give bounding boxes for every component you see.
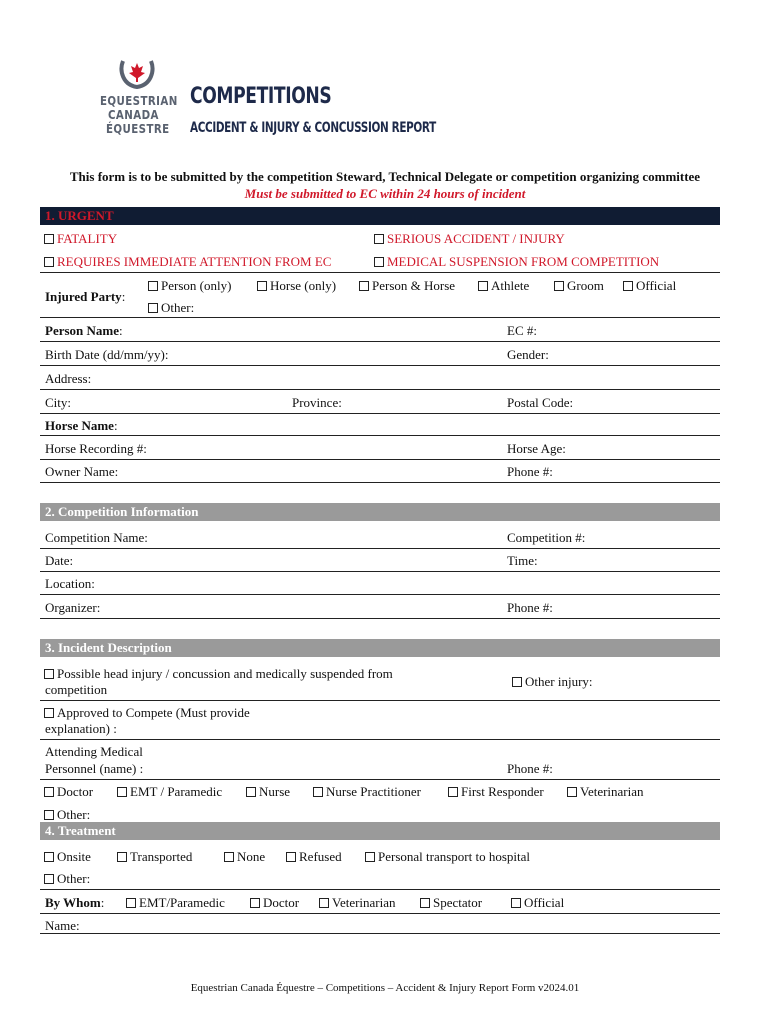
- checkbox-icon: [359, 281, 369, 291]
- divider: [40, 365, 720, 366]
- logo-text-line1: EQUESTRIAN: [100, 93, 178, 108]
- section-3-title: 3. Incident Description: [45, 640, 172, 655]
- intro-text: This form is to be submitted by the competition Steward, Technical Delegate or competition organizing committee: [69, 169, 701, 184]
- location-label: Location:: [45, 576, 95, 591]
- birth-date-label: Birth Date (dd/mm/yy):: [45, 347, 169, 362]
- divider: [40, 889, 720, 890]
- approved-to-compete-checkbox[interactable]: Approved to Compete (Must provide: [44, 705, 250, 721]
- party-person-horse-checkbox[interactable]: Person & Horse: [359, 278, 455, 294]
- deadline-text: Must be submitted to EC within 24 hours of incident: [244, 186, 526, 201]
- section-2-title: 2. Competition Information: [45, 504, 199, 519]
- party-person-only-checkbox[interactable]: Person (only): [148, 278, 231, 294]
- personnel-other-checkbox[interactable]: Other:: [44, 807, 90, 823]
- immediate-attention-checkbox[interactable]: [44, 254, 331, 270]
- checkbox-icon: [478, 281, 488, 291]
- divider: [40, 739, 720, 740]
- party-groom-checkbox[interactable]: Groom: [554, 278, 604, 294]
- address-label: Address:: [45, 371, 92, 386]
- date-label: Date:: [45, 553, 74, 568]
- checkbox-icon: [286, 852, 296, 862]
- party-horse-only-checkbox[interactable]: Horse (only): [257, 278, 336, 294]
- divider: [40, 779, 720, 780]
- whom-emt-checkbox[interactable]: EMT/Paramedic: [126, 895, 225, 911]
- attending-medical-label: Attending Medical: [45, 744, 143, 759]
- owner-phone-label: Phone #:: [507, 464, 553, 479]
- head-injury-checkbox[interactable]: Possible head injury / concussion and medically suspended from: [44, 666, 393, 682]
- checkbox-icon: [148, 281, 158, 291]
- checkbox-icon: [44, 669, 54, 679]
- province-label: Province:: [292, 395, 342, 410]
- divider: [40, 482, 720, 483]
- divider: [40, 435, 720, 436]
- checkbox-icon: [44, 234, 54, 244]
- divider: [40, 571, 720, 572]
- checkbox-icon: [567, 787, 577, 797]
- section-1-header: [40, 207, 720, 225]
- divider: [40, 700, 720, 701]
- party-athlete-checkbox[interactable]: Athlete: [478, 278, 529, 294]
- party-other-checkbox[interactable]: Other:: [148, 300, 194, 316]
- checkbox-icon: [554, 281, 564, 291]
- horse-name-label: Horse Name:: [45, 418, 118, 433]
- checkbox-icon: [148, 303, 158, 313]
- whom-doctor-checkbox[interactable]: Doctor: [250, 895, 299, 911]
- organizer-phone-label: Phone #:: [507, 600, 553, 615]
- page-footer: Equestrian Canada Équestre – Competitions – Accident & Injury Report Form v2024.01: [190, 982, 580, 994]
- approved-label-cont: explanation) :: [45, 721, 117, 736]
- treatment-personal-transport-checkbox[interactable]: Personal transport to hospital: [365, 849, 530, 865]
- checkbox-icon: [44, 257, 54, 267]
- section-2-header: [40, 503, 720, 521]
- checkbox-icon: [319, 898, 329, 908]
- whom-veterinarian-checkbox[interactable]: Veterinarian: [319, 895, 396, 911]
- horse-age-label: Horse Age:: [507, 441, 566, 456]
- checkbox-icon: [374, 234, 384, 244]
- checkbox-icon: [365, 852, 375, 862]
- serious-accident-label: SERIOUS ACCIDENT / INJURY: [387, 231, 565, 246]
- head-injury-label-cont: competition: [45, 682, 108, 697]
- personnel-nurse-checkbox[interactable]: Nurse: [246, 784, 290, 800]
- injured-party-label: Injured Party:: [45, 289, 126, 304]
- medical-phone-label: Phone #:: [507, 761, 553, 776]
- checkbox-icon: [511, 898, 521, 908]
- page-title: COMPETITIONS: [190, 84, 332, 109]
- page-subtitle: ACCIDENT & INJURY & CONCUSSION REPORT: [190, 120, 436, 136]
- attending-medical-label-cont: Personnel (name) :: [45, 761, 144, 776]
- other-injury-checkbox[interactable]: Other injury:: [512, 674, 593, 690]
- checkbox-icon: [44, 787, 54, 797]
- by-whom-label: By Whom:: [45, 895, 105, 910]
- party-official-checkbox[interactable]: Official: [623, 278, 676, 294]
- divider: [40, 341, 720, 342]
- treatment-none-checkbox[interactable]: None: [224, 849, 265, 865]
- checkbox-icon: [44, 708, 54, 718]
- checkbox-icon: [374, 257, 384, 267]
- treatment-other-checkbox[interactable]: Other:: [44, 871, 90, 887]
- gender-label: Gender:: [507, 347, 549, 362]
- personnel-emt-checkbox[interactable]: EMT / Paramedic: [117, 784, 222, 800]
- personnel-first-responder-checkbox[interactable]: First Responder: [448, 784, 544, 800]
- owner-name-label: Owner Name:: [45, 464, 119, 479]
- checkbox-icon: [224, 852, 234, 862]
- name-label: Name:: [45, 918, 80, 933]
- immediate-attention-label: REQUIRES IMMEDIATE ATTENTION FROM EC: [57, 254, 332, 269]
- checkbox-icon: [44, 852, 54, 862]
- checkbox-icon: [126, 898, 136, 908]
- checkbox-icon: [623, 281, 633, 291]
- checkbox-icon: [246, 787, 256, 797]
- person-name-label: Person Name:: [45, 323, 123, 338]
- divider: [40, 413, 720, 414]
- checkbox-icon: [313, 787, 323, 797]
- checkbox-icon: [117, 852, 127, 862]
- organizer-label: Organizer:: [45, 600, 101, 615]
- personnel-veterinarian-checkbox[interactable]: Veterinarian: [567, 784, 644, 800]
- logo-text-line3: ÉQUESTRE: [106, 121, 170, 136]
- checkbox-icon: [44, 874, 54, 884]
- ec-number-label: EC #:: [507, 323, 537, 338]
- personnel-doctor-checkbox[interactable]: Doctor: [44, 784, 93, 800]
- serious-accident-checkbox[interactable]: [374, 231, 565, 247]
- whom-official-checkbox[interactable]: Official: [511, 895, 564, 911]
- divider: [40, 317, 720, 318]
- section-4-title: 4. Treatment: [45, 823, 116, 838]
- section-1-title: 1. URGENT: [45, 208, 114, 223]
- section-4-header: [40, 822, 720, 840]
- horseshoe-maple-leaf-icon: [117, 57, 157, 91]
- personnel-nurse-practitioner-checkbox[interactable]: Nurse Practitioner: [313, 784, 421, 800]
- treatment-onsite-checkbox[interactable]: Onsite: [44, 849, 91, 865]
- checkbox-icon: [420, 898, 430, 908]
- divider: [40, 389, 720, 390]
- checkbox-icon: [448, 787, 458, 797]
- medical-suspension-label: MEDICAL SUSPENSION FROM COMPETITION: [387, 254, 660, 269]
- fatality-label: FATALITY: [57, 231, 118, 246]
- divider: [40, 618, 720, 619]
- checkbox-icon: [44, 810, 54, 820]
- divider: [40, 548, 720, 549]
- city-label: City:: [45, 395, 72, 410]
- section-3-header: [40, 639, 720, 657]
- time-label: Time:: [507, 553, 538, 568]
- checkbox-icon: [117, 787, 127, 797]
- checkbox-icon: [512, 677, 522, 687]
- competition-name-label: Competition Name:: [45, 530, 148, 545]
- whom-spectator-checkbox[interactable]: Spectator: [420, 895, 482, 911]
- treatment-transported-checkbox[interactable]: Transported: [117, 849, 192, 865]
- divider: [40, 913, 720, 914]
- postal-code-label: Postal Code:: [507, 395, 574, 410]
- divider: [40, 272, 720, 273]
- checkbox-icon: [257, 281, 267, 291]
- treatment-refused-checkbox[interactable]: Refused: [286, 849, 342, 865]
- divider: [40, 933, 720, 934]
- divider: [40, 594, 720, 595]
- checkbox-icon: [250, 898, 260, 908]
- fatality-checkbox[interactable]: [44, 231, 117, 247]
- medical-suspension-checkbox[interactable]: [374, 254, 659, 270]
- horse-recording-label: Horse Recording #:: [45, 441, 147, 456]
- competition-number-label: Competition #:: [507, 530, 586, 545]
- logo-text-line2: CANADA: [108, 107, 159, 122]
- divider: [40, 459, 720, 460]
